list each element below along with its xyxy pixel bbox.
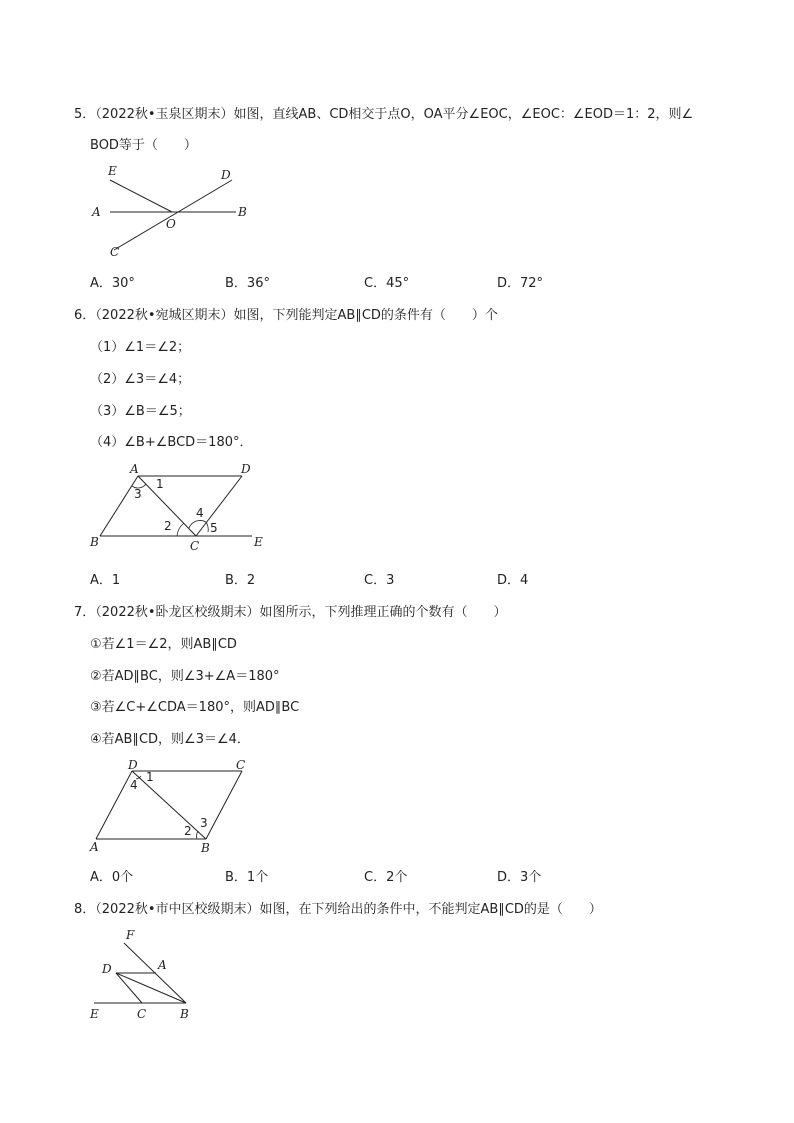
label-c: C: [236, 758, 246, 772]
label-e: E: [90, 1007, 99, 1021]
label-angle-3: 3: [134, 487, 142, 501]
q5-option-c: C．45°: [364, 276, 410, 291]
segment-dc: [116, 973, 142, 1003]
q7-cond-1: ①若∠1＝∠2，则AB∥CD: [90, 637, 237, 652]
q6-cond-2: （2）∠3＝∠4；: [90, 372, 191, 387]
label-c: C: [137, 1007, 147, 1021]
q7-option-b: B．1个: [225, 870, 269, 885]
q6-cond-4: （4）∠B+∠BCD＝180°．: [90, 435, 253, 450]
q6-stem: 6．（2022秋•宛城区期末）如图，下列能判定AB∥CD的条件有（ ）个: [74, 308, 498, 323]
label-a: A: [90, 840, 99, 854]
q5-option-a: A．30°: [90, 276, 135, 291]
label-f: F: [126, 928, 135, 942]
angle-arc-2: [197, 831, 198, 839]
segment-da: [96, 771, 132, 839]
q5-stem-line1: 5．（2022秋•玉泉区期末）如图，直线AB、CD相交于点O，OA平分∠EOC，∠EOC：∠EOD＝1：2，则∠: [74, 107, 694, 122]
label-o: O: [166, 217, 176, 231]
segment-cb: [206, 771, 242, 839]
label-d: D: [128, 758, 138, 772]
label-d: D: [102, 962, 112, 976]
q7-cond-4: ④若AB∥CD，则∠3＝∠4．: [90, 732, 250, 747]
q5-stem-line2: BOD等于（ ）: [90, 138, 197, 153]
q7-figure: [86, 756, 266, 856]
q7-option-c: C．2个: [364, 870, 408, 885]
q7-cond-3: ③若∠C+∠CDA＝180°，则AD∥BC: [90, 700, 300, 715]
label-b: B: [238, 205, 247, 219]
label-angle-2: 2: [184, 824, 192, 838]
q8-figure: [86, 925, 216, 1025]
q7-option-d: D．3个: [497, 870, 542, 885]
label-d: D: [241, 462, 251, 476]
q5-figure: [88, 160, 278, 265]
label-d: D: [221, 168, 231, 182]
label-angle-2: 2: [164, 519, 172, 533]
label-angle-1: 1: [156, 477, 164, 491]
label-angle-4: 4: [196, 506, 204, 520]
segment-ab: [100, 476, 138, 536]
label-angle-3: 3: [200, 816, 208, 830]
angle-arc-5: [206, 522, 208, 532]
label-a: A: [158, 958, 167, 972]
q6-cond-1: （1）∠1＝∠2；: [90, 340, 191, 355]
label-e: E: [254, 535, 263, 549]
segment-db: [132, 771, 206, 839]
q6-cond-3: （3）∠B＝∠5；: [90, 404, 191, 419]
label-angle-1: 1: [146, 770, 154, 784]
q5-option-d: D．72°: [497, 276, 544, 291]
label-c: C: [110, 245, 120, 259]
q6-option-c: C．3: [364, 573, 395, 588]
q6-figure: [86, 460, 276, 555]
segment-db: [116, 973, 186, 1003]
q7-stem: 7．（2022秋•卧龙区校级期末）如图所示，下列推理正确的个数有（ ）: [74, 605, 507, 620]
q7-option-a: A．0个: [90, 870, 134, 885]
q6-option-a: A．1: [90, 573, 121, 588]
q6-option-b: B．2: [225, 573, 256, 588]
q5-option-b: B．36°: [225, 276, 270, 291]
label-b: B: [201, 841, 210, 855]
line-cd: [114, 180, 232, 250]
q8-stem: 8．（2022秋•市中区校级期末）如图，在下列给出的条件中，不能判定AB∥CD的是（ ）: [74, 902, 602, 917]
label-e: E: [108, 164, 117, 178]
label-a: A: [130, 462, 139, 476]
ray-oe: [110, 180, 172, 212]
label-angle-5: 5: [210, 521, 218, 535]
label-angle-4: 4: [130, 778, 138, 792]
label-b: B: [90, 535, 99, 549]
label-c: C: [190, 539, 200, 553]
label-a: A: [92, 205, 101, 219]
q7-cond-2: ②若AD∥BC，则∠3+∠A＝180°: [90, 669, 280, 684]
angle-arc-2: [177, 523, 184, 536]
label-b: B: [180, 1007, 189, 1021]
q6-option-d: D．4: [497, 573, 529, 588]
